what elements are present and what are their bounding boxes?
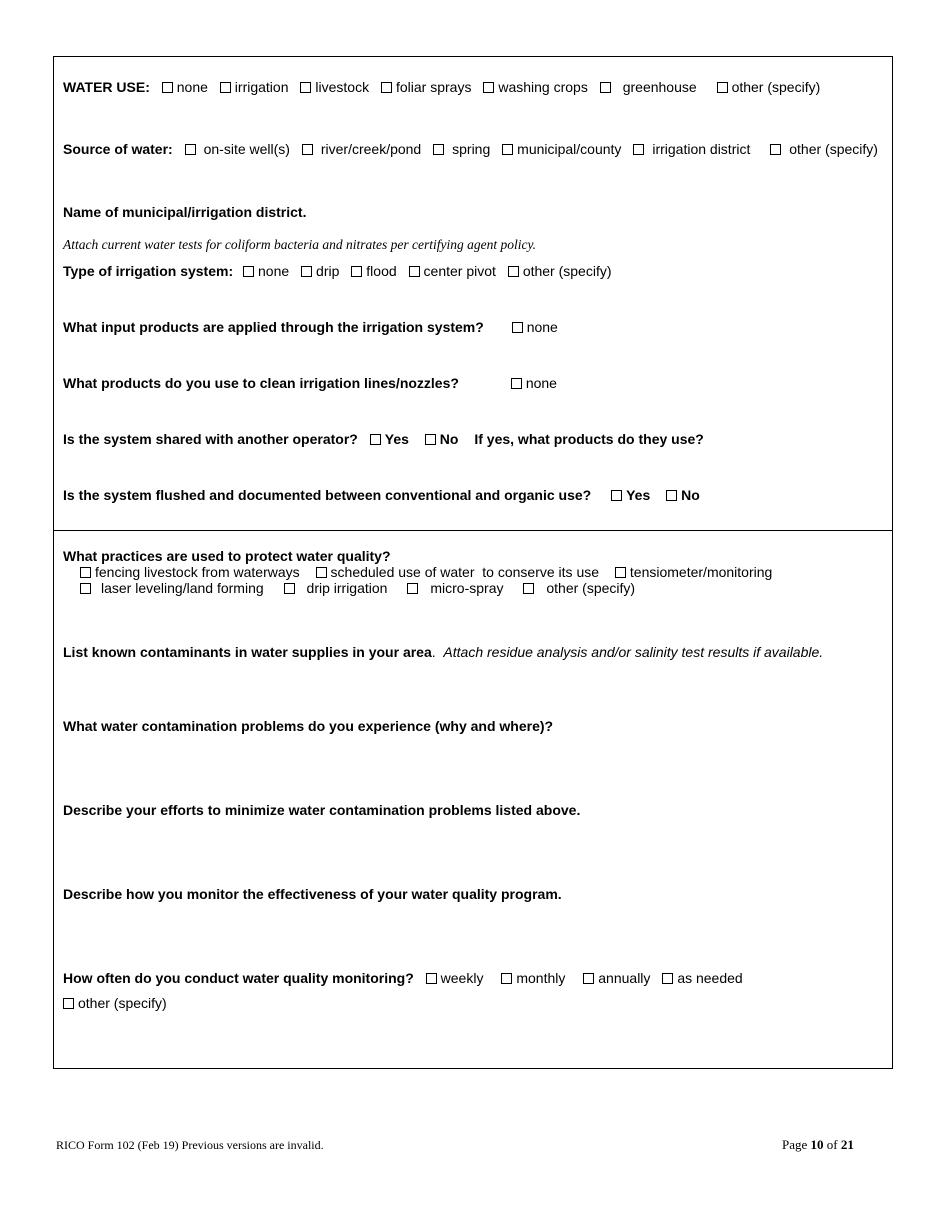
frequency-asneeded-label: as needed <box>677 970 743 986</box>
water-use-foliar-label: foliar sprays <box>395 79 472 95</box>
irrigation-drip-label: drip <box>316 263 340 279</box>
flushed-row <box>63 486 883 504</box>
practice-drip-checkbox[interactable] <box>284 583 295 594</box>
frequency-monthly-checkbox[interactable] <box>501 973 512 984</box>
irrigation-none-checkbox[interactable] <box>243 266 254 277</box>
water-source-label: Source of water: <box>63 141 173 157</box>
efforts-row <box>63 801 883 819</box>
source-other-checkbox[interactable] <box>770 144 781 155</box>
input-products-none-label: none <box>526 319 558 335</box>
shared-yes-label: Yes <box>384 431 409 447</box>
shared-no-label: No <box>439 431 459 447</box>
practice-tensiometer-checkbox[interactable] <box>615 567 626 578</box>
irrigation-none-label: none <box>258 263 290 279</box>
source-spring-label: spring <box>452 141 491 157</box>
source-district-label: irrigation district <box>652 141 751 157</box>
input-products-row <box>63 318 883 336</box>
water-use-form <box>53 56 893 1069</box>
source-district-checkbox[interactable] <box>633 144 644 155</box>
frequency-annually-checkbox[interactable] <box>583 973 594 984</box>
page-current: 10 <box>810 1137 824 1152</box>
shared-yes-checkbox[interactable] <box>370 434 381 445</box>
source-spring-checkbox[interactable] <box>433 144 444 155</box>
irrigation-pivot-checkbox[interactable] <box>409 266 420 277</box>
form-id-footer: RICO Form 102 (Feb 19) Previous versions are invalid. <box>56 1138 324 1152</box>
irrigation-pivot-label: center pivot <box>423 263 496 279</box>
water-source-row <box>63 140 883 158</box>
district-note: Attach current water tests for coliform bacteria and nitrates per certifying agent policy. <box>63 237 537 252</box>
contaminants-row: List known contaminants in water supplies in your area. Attach residue analysis and/or salinity test results if available. <box>63 644 824 660</box>
irrigation-type-label: Type of irrigation system: <box>63 263 234 279</box>
page-number <box>782 1137 854 1153</box>
water-use-livestock-label: livestock <box>315 79 370 95</box>
practices-label: What practices are used to protect water quality? <box>63 548 391 564</box>
district-row <box>63 203 883 221</box>
frequency-monthly-label: monthly <box>516 970 566 986</box>
water-use-greenhouse-label: greenhouse <box>622 79 697 95</box>
water-use-none-checkbox[interactable] <box>162 82 173 93</box>
practice-tensiometer-label: tensiometer/monitoring <box>629 564 773 580</box>
frequency-other-row <box>63 994 883 1012</box>
water-use-foliar-checkbox[interactable] <box>381 82 392 93</box>
district-label: Name of municipal/irrigation district. <box>63 204 307 220</box>
frequency-annually-label: annually <box>598 970 651 986</box>
water-use-row <box>63 78 883 96</box>
water-use-washing-checkbox[interactable] <box>483 82 494 93</box>
shared-system-row <box>63 430 883 448</box>
cleaning-products-row <box>63 374 883 392</box>
monitor-row <box>63 885 883 903</box>
flushed-yes-checkbox[interactable] <box>611 490 622 501</box>
page-total: 21 <box>840 1137 854 1152</box>
practice-fencing-checkbox[interactable] <box>80 567 91 578</box>
water-use-livestock-checkbox[interactable] <box>300 82 311 93</box>
practices-options-row-2 <box>80 579 883 597</box>
practice-scheduled-checkbox[interactable] <box>316 567 327 578</box>
contaminants-label: List known contaminants in water supplies in your area <box>63 644 432 660</box>
flushed-label: Is the system flushed and documented between conventional and organic use? <box>63 487 592 503</box>
frequency-row <box>63 969 883 987</box>
frequency-other-checkbox[interactable] <box>63 998 74 1009</box>
source-well-checkbox[interactable] <box>185 144 196 155</box>
source-river-label: river/creek/pond <box>320 141 422 157</box>
cleaning-products-none-checkbox[interactable] <box>511 378 522 389</box>
section-divider <box>54 530 892 531</box>
practice-microspray-checkbox[interactable] <box>407 583 418 594</box>
irrigation-drip-checkbox[interactable] <box>301 266 312 277</box>
problems-row <box>63 717 883 735</box>
page-word: Page <box>782 1137 808 1152</box>
water-use-none-label: none <box>176 79 208 95</box>
practice-other-label: other (specify) <box>546 580 636 596</box>
frequency-other-label: other (specify) <box>78 995 167 1011</box>
frequency-weekly-checkbox[interactable] <box>426 973 437 984</box>
shared-system-label: Is the system shared with another operator? <box>63 431 358 447</box>
practice-fencing-label: fencing livestock from waterways <box>95 564 300 580</box>
shared-followup-label: If yes, what products do they use? <box>474 431 704 447</box>
problems-label: What water contamination problems do you experience (why and where)? <box>63 718 554 734</box>
practice-drip-label: drip irrigation <box>306 580 388 596</box>
source-municipal-label: municipal/county <box>517 141 622 157</box>
source-municipal-checkbox[interactable] <box>502 144 513 155</box>
irrigation-flood-label: flood <box>366 263 397 279</box>
irrigation-other-label: other (specify) <box>522 263 612 279</box>
flushed-no-checkbox[interactable] <box>666 490 677 501</box>
cleaning-products-label: What products do you use to clean irrigation lines/nozzles? <box>63 375 459 391</box>
efforts-label: Describe your efforts to minimize water contamination problems listed above. <box>63 802 581 818</box>
flushed-yes-label: Yes <box>626 487 651 503</box>
water-use-irrigation-checkbox[interactable] <box>220 82 231 93</box>
monitor-label: Describe how you monitor the effectiveness of your water quality program. <box>63 886 562 902</box>
input-products-label: What input products are applied through the irrigation system? <box>63 319 484 335</box>
source-other-label: other (specify) <box>789 141 878 157</box>
practice-scheduled-label: scheduled use of water to conserve its use <box>330 564 600 580</box>
flushed-no-label: No <box>681 487 700 503</box>
irrigation-other-checkbox[interactable] <box>508 266 519 277</box>
frequency-label: How often do you conduct water quality monitoring? <box>63 970 414 986</box>
frequency-asneeded-checkbox[interactable] <box>662 973 673 984</box>
source-well-label: on-site well(s) <box>203 141 290 157</box>
shared-no-checkbox[interactable] <box>425 434 436 445</box>
practice-microspray-label: micro-spray <box>430 580 504 596</box>
cleaning-products-none-label: none <box>525 375 557 391</box>
irrigation-type-row <box>63 262 883 280</box>
contaminants-note: Attach residue analysis and/or salinity test results if available. <box>443 644 824 660</box>
practice-other-checkbox[interactable] <box>523 583 534 594</box>
water-use-other-checkbox[interactable] <box>717 82 728 93</box>
source-river-checkbox[interactable] <box>302 144 313 155</box>
practice-laser-label: laser leveling/land forming <box>101 580 264 596</box>
input-products-none-checkbox[interactable] <box>512 322 523 333</box>
frequency-weekly-label: weekly <box>440 970 484 986</box>
water-use-other-label: other (specify) <box>731 79 821 95</box>
water-use-label: WATER USE: <box>63 79 150 95</box>
practice-laser-checkbox[interactable] <box>80 583 91 594</box>
page-of-word: of <box>826 1137 838 1152</box>
water-use-washing-label: washing crops <box>498 79 588 95</box>
water-use-greenhouse-checkbox[interactable] <box>600 82 611 93</box>
irrigation-flood-checkbox[interactable] <box>351 266 362 277</box>
water-use-irrigation-label: irrigation <box>234 79 289 95</box>
